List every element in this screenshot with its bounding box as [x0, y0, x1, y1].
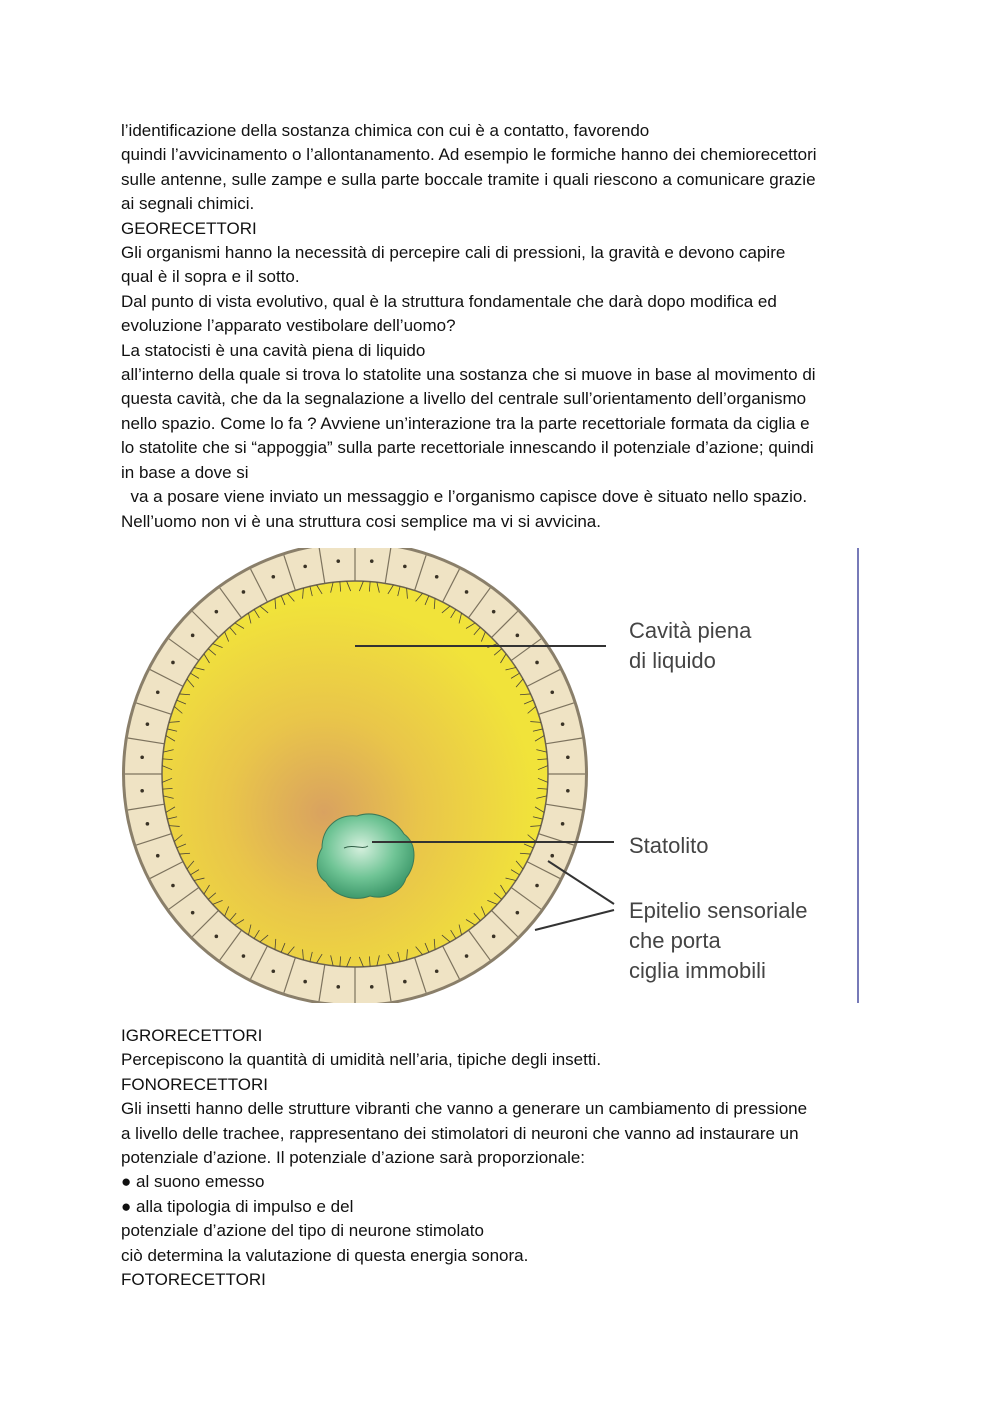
paragraph-line: qual è il sopra e il sotto. [121, 267, 300, 287]
section-heading-fonorecettori: FONORECETTORI [121, 1074, 269, 1094]
cell-nucleus [303, 565, 307, 569]
section-heading-igrorecettori: IGRORECETTORI [121, 1026, 263, 1045]
cell-nucleus [271, 969, 275, 973]
paragraph-line: ciò determina la valutazione di questa energia sonora. [121, 1245, 529, 1265]
cell-nucleus [535, 884, 539, 888]
section-heading-fotorecettori: FOTORECETTORI [121, 1270, 266, 1290]
section-heading-georecettori: GEORECETTORI [121, 218, 257, 238]
label-epithelium-line1: Epitelio sensoriale [629, 898, 808, 923]
paragraph-line: Gli insetti hanno delle strutture vibranti che vanno a generare un cambiamento di pressione [121, 1099, 808, 1119]
cell-nucleus [242, 590, 246, 594]
cell-nucleus [566, 755, 570, 759]
cell-nucleus [146, 722, 150, 726]
cell-nucleus [566, 789, 570, 793]
paragraph-line: La statocisti è una cavità piena di liquido [121, 340, 426, 360]
cell-nucleus [191, 634, 195, 638]
statocyst-figure [122, 548, 860, 1003]
fluid-cavity [162, 581, 548, 967]
cell-nucleus [140, 789, 144, 793]
cell-nucleus [370, 985, 374, 989]
paragraph-line: evoluzione l’apparato vestibolare dell’uomo? [121, 316, 456, 336]
cell-nucleus [271, 575, 275, 579]
paragraph-line: sulle antenne, sulle zampe e sulla parte boccale tramite i quali riescono a comunicare grazie [121, 169, 816, 189]
cell-nucleus [146, 822, 150, 826]
cell-nucleus [336, 985, 340, 989]
cell-nucleus [215, 610, 219, 614]
cell-nucleus [242, 954, 246, 958]
cell-nucleus [171, 661, 175, 665]
cell-nucleus [465, 590, 469, 594]
paragraph-line: Percepiscono la quantità di umidità nell’aria, tipiche degli insetti. [121, 1050, 602, 1070]
paragraph-line: questa cavità, che da la segnalazione a livello del centrale sull’orientamento dell’organismo [121, 389, 807, 409]
cell-nucleus [140, 755, 144, 759]
cell-nucleus [370, 559, 374, 563]
paragraph-line: ai segnali chimici. [121, 194, 255, 214]
paragraph-line: potenziale d’azione del tipo di neurone stimolato [121, 1221, 484, 1241]
label-statolith: Statolito [629, 833, 709, 858]
cell-nucleus [403, 980, 407, 984]
paragraph-line: Nell’uomo non vi è una struttura cosi semplice ma vi si avvicina. [121, 511, 601, 531]
paragraph-line: in base a dove si [121, 462, 249, 482]
cell-nucleus [550, 854, 554, 858]
paragraph-line: quindi l’avvicinamento o l’allontanamento. Ad esempio le formiche hanno dei chemiorecettori [121, 145, 817, 165]
cell-nucleus [561, 722, 565, 726]
paragraph-line: all’interno della quale si trova lo statolite una sostanza che si muove in base al movimento di [121, 365, 816, 385]
cell-nucleus [516, 634, 520, 638]
paragraph-line: nello spazio. Come lo fa ? Avviene un’interazione tra la parte recettoriale formata da ciglia e [121, 413, 810, 433]
label-cavity-line2: di liquido [629, 648, 716, 673]
label-epithelium-line3: ciglia immobili [629, 958, 766, 983]
paragraph-line: potenziale d’azione. Il potenziale d’azione sarà proporzionale: [121, 1148, 586, 1168]
cell-nucleus [215, 935, 219, 939]
cell-nucleus [403, 565, 407, 569]
statocyst-diagram [122, 548, 860, 1003]
cell-nucleus [336, 559, 340, 563]
paragraph-line: va a posare viene inviato un messaggio e l’organismo capisce dove è situato nello spazio. [121, 487, 808, 507]
cell-nucleus [535, 661, 539, 665]
paragraph-line: l’identificazione della sostanza chimica con cui è a contatto, favorendo [121, 121, 650, 140]
cell-nucleus [561, 822, 565, 826]
cell-nucleus [465, 954, 469, 958]
bullet-item: ● al suono emesso [121, 1172, 265, 1192]
label-epithelium-line2: che porta [629, 928, 721, 953]
cell-nucleus [171, 884, 175, 888]
cell-nucleus [492, 610, 496, 614]
pointer-line-epithelium-2 [535, 910, 614, 930]
label-cavity-line1: Cavità piena [629, 618, 752, 643]
cell-nucleus [516, 911, 520, 915]
bullet-item: ● alla tipologia di impulso e del [121, 1196, 354, 1216]
text-section-top [121, 119, 891, 534]
cell-nucleus [435, 575, 439, 579]
cell-nucleus [156, 690, 160, 694]
cell-nucleus [191, 911, 195, 915]
paragraph-line: Gli organismi hanno la necessità di percepire cali di pressioni, la gravità e devono capire [121, 243, 786, 263]
paragraph-line: Dal punto di vista evolutivo, qual è la struttura fondamentale che darà dopo modifica ed [121, 291, 777, 311]
paragraph-line: lo statolite che si “appoggia” sulla parte recettoriale innescando il potenziale d’azione; quindi [121, 438, 814, 458]
text-section-bottom [121, 1024, 891, 1292]
paragraph-line: a livello delle trachee, rappresentano dei stimolatori di neuroni che vanno ad instaurare un [121, 1123, 799, 1143]
cell-nucleus [303, 980, 307, 984]
cell-nucleus [156, 854, 160, 858]
cell-nucleus [435, 969, 439, 973]
cell-nucleus [550, 690, 554, 694]
cell-nucleus [492, 935, 496, 939]
